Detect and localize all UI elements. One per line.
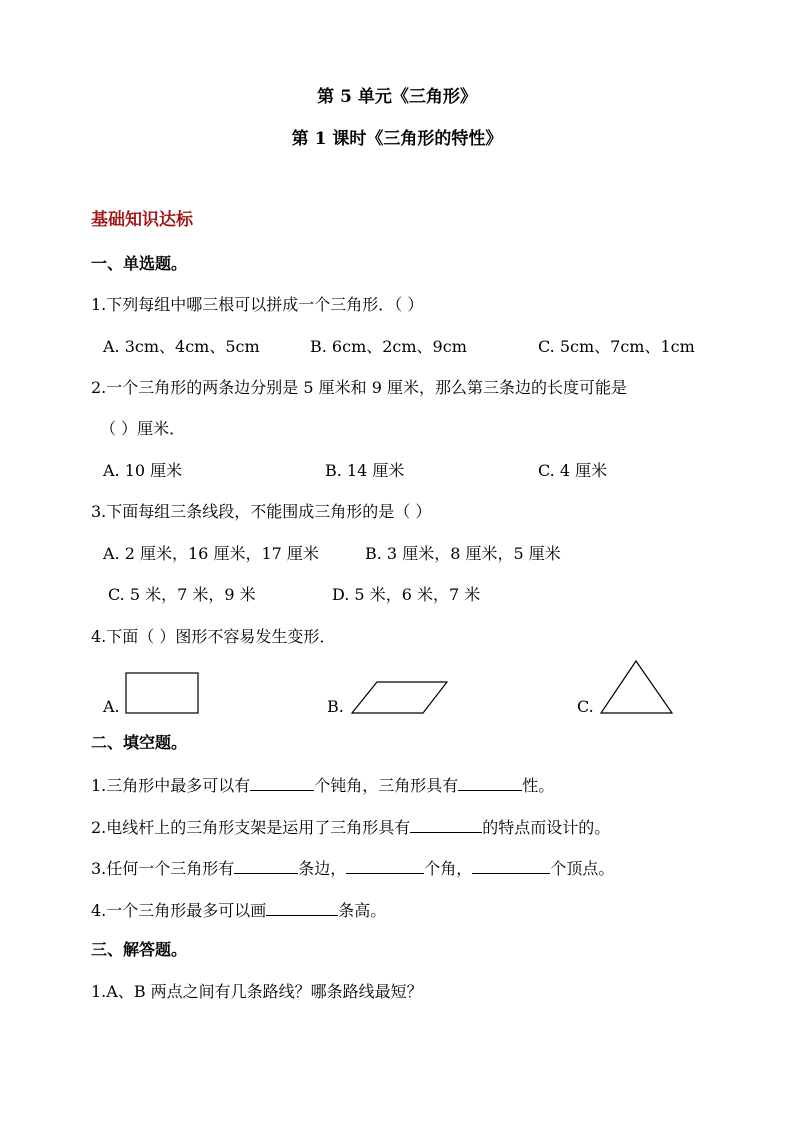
answer-blank[interactable] (250, 776, 314, 791)
answer-blank[interactable] (410, 818, 482, 833)
q2-option-a: A. 10 厘米 (103, 461, 183, 480)
fill-question-1 (91, 776, 554, 794)
fill-q1-text-b: 个钝角，三角形具有 (314, 776, 459, 795)
level-heading: 基础知识达标 (91, 210, 193, 230)
fill-q2-text-a: 2.电线杆上的三角形支架是运用了三角形具有 (91, 818, 411, 837)
answer-question-1-stem: 1.A、B 两点之间有几条路线？哪条路线最短？ (91, 982, 423, 1001)
q3-option-a: A. 2 厘米，16 厘米，17 厘米 (103, 544, 319, 563)
answer-blank[interactable] (346, 859, 424, 874)
parallelogram-figure (349, 680, 451, 716)
rectangle-figure (125, 672, 201, 716)
fill-q3-text-a: 3.任何一个三角形有 (91, 859, 235, 878)
question-2-stem: 2.一个三角形的两条边分别是 5 厘米和 9 厘米，那么第三条边的长度可能是 (91, 378, 627, 397)
q2-option-b: B. 14 厘米 (325, 461, 405, 480)
triangle-figure (598, 658, 676, 716)
lesson-title: 第 1 课时《三角形的特性》 (291, 129, 503, 149)
section-heading-fill: 二、填空题。 (91, 733, 188, 752)
fill-q4-text-a: 4.一个三角形最多可以画 (91, 901, 267, 920)
section-heading-answer: 三、解答题。 (91, 940, 188, 959)
answer-blank[interactable] (234, 859, 298, 874)
q3-option-b: B. 3 厘米，8 厘米，5 厘米 (365, 544, 561, 563)
section-heading-choice: 一、单选题。 (91, 254, 188, 273)
q3-option-c: C. 5 米，7 米，9 米 (108, 585, 256, 604)
unit-title: 第 5 单元《三角形》 (317, 87, 477, 107)
fill-q3-text-b: 条边， (298, 859, 347, 878)
answer-blank[interactable] (472, 859, 550, 874)
fill-question-2 (91, 818, 610, 836)
q4-option-b-label: B. (327, 697, 344, 716)
q4-option-c-label: C. (577, 697, 594, 716)
fill-q1-text-c: 性。 (522, 776, 555, 795)
question-3-stem: 3.下面每组三条线段，不能围成三角形的是（ ） (91, 502, 432, 521)
q4-option-a-label: A. (103, 697, 120, 716)
fill-q3-text-d: 个顶点。 (550, 859, 615, 878)
question-1-stem: 1.下列每组中哪三根可以拼成一个三角形．（ ） (91, 295, 424, 314)
q1-option-a: A. 3cm、4cm、5cm (103, 337, 260, 356)
fill-q1-text-a: 1.三角形中最多可以有 (91, 776, 251, 795)
q3-option-d: D. 5 米，6 米，7 米 (332, 585, 481, 604)
fill-q3-text-c: 个角， (424, 859, 473, 878)
question-4-stem: 4.下面（ ）图形不容易发生变形． (91, 627, 336, 646)
fill-q2-text-b: 的特点而设计的。 (482, 818, 611, 837)
answer-blank[interactable] (266, 901, 338, 916)
q2-option-c: C. 4 厘米 (538, 461, 608, 480)
question-2-stem-cont: （ ）厘米． (100, 419, 186, 438)
answer-blank[interactable] (458, 776, 522, 791)
fill-q4-text-b: 条高。 (338, 901, 387, 920)
fill-question-4 (91, 901, 386, 919)
q1-option-c: C. 5cm、7cm、1cm (538, 337, 695, 356)
q1-option-b: B. 6cm、2cm、9cm (310, 337, 467, 356)
fill-question-3 (91, 859, 614, 877)
